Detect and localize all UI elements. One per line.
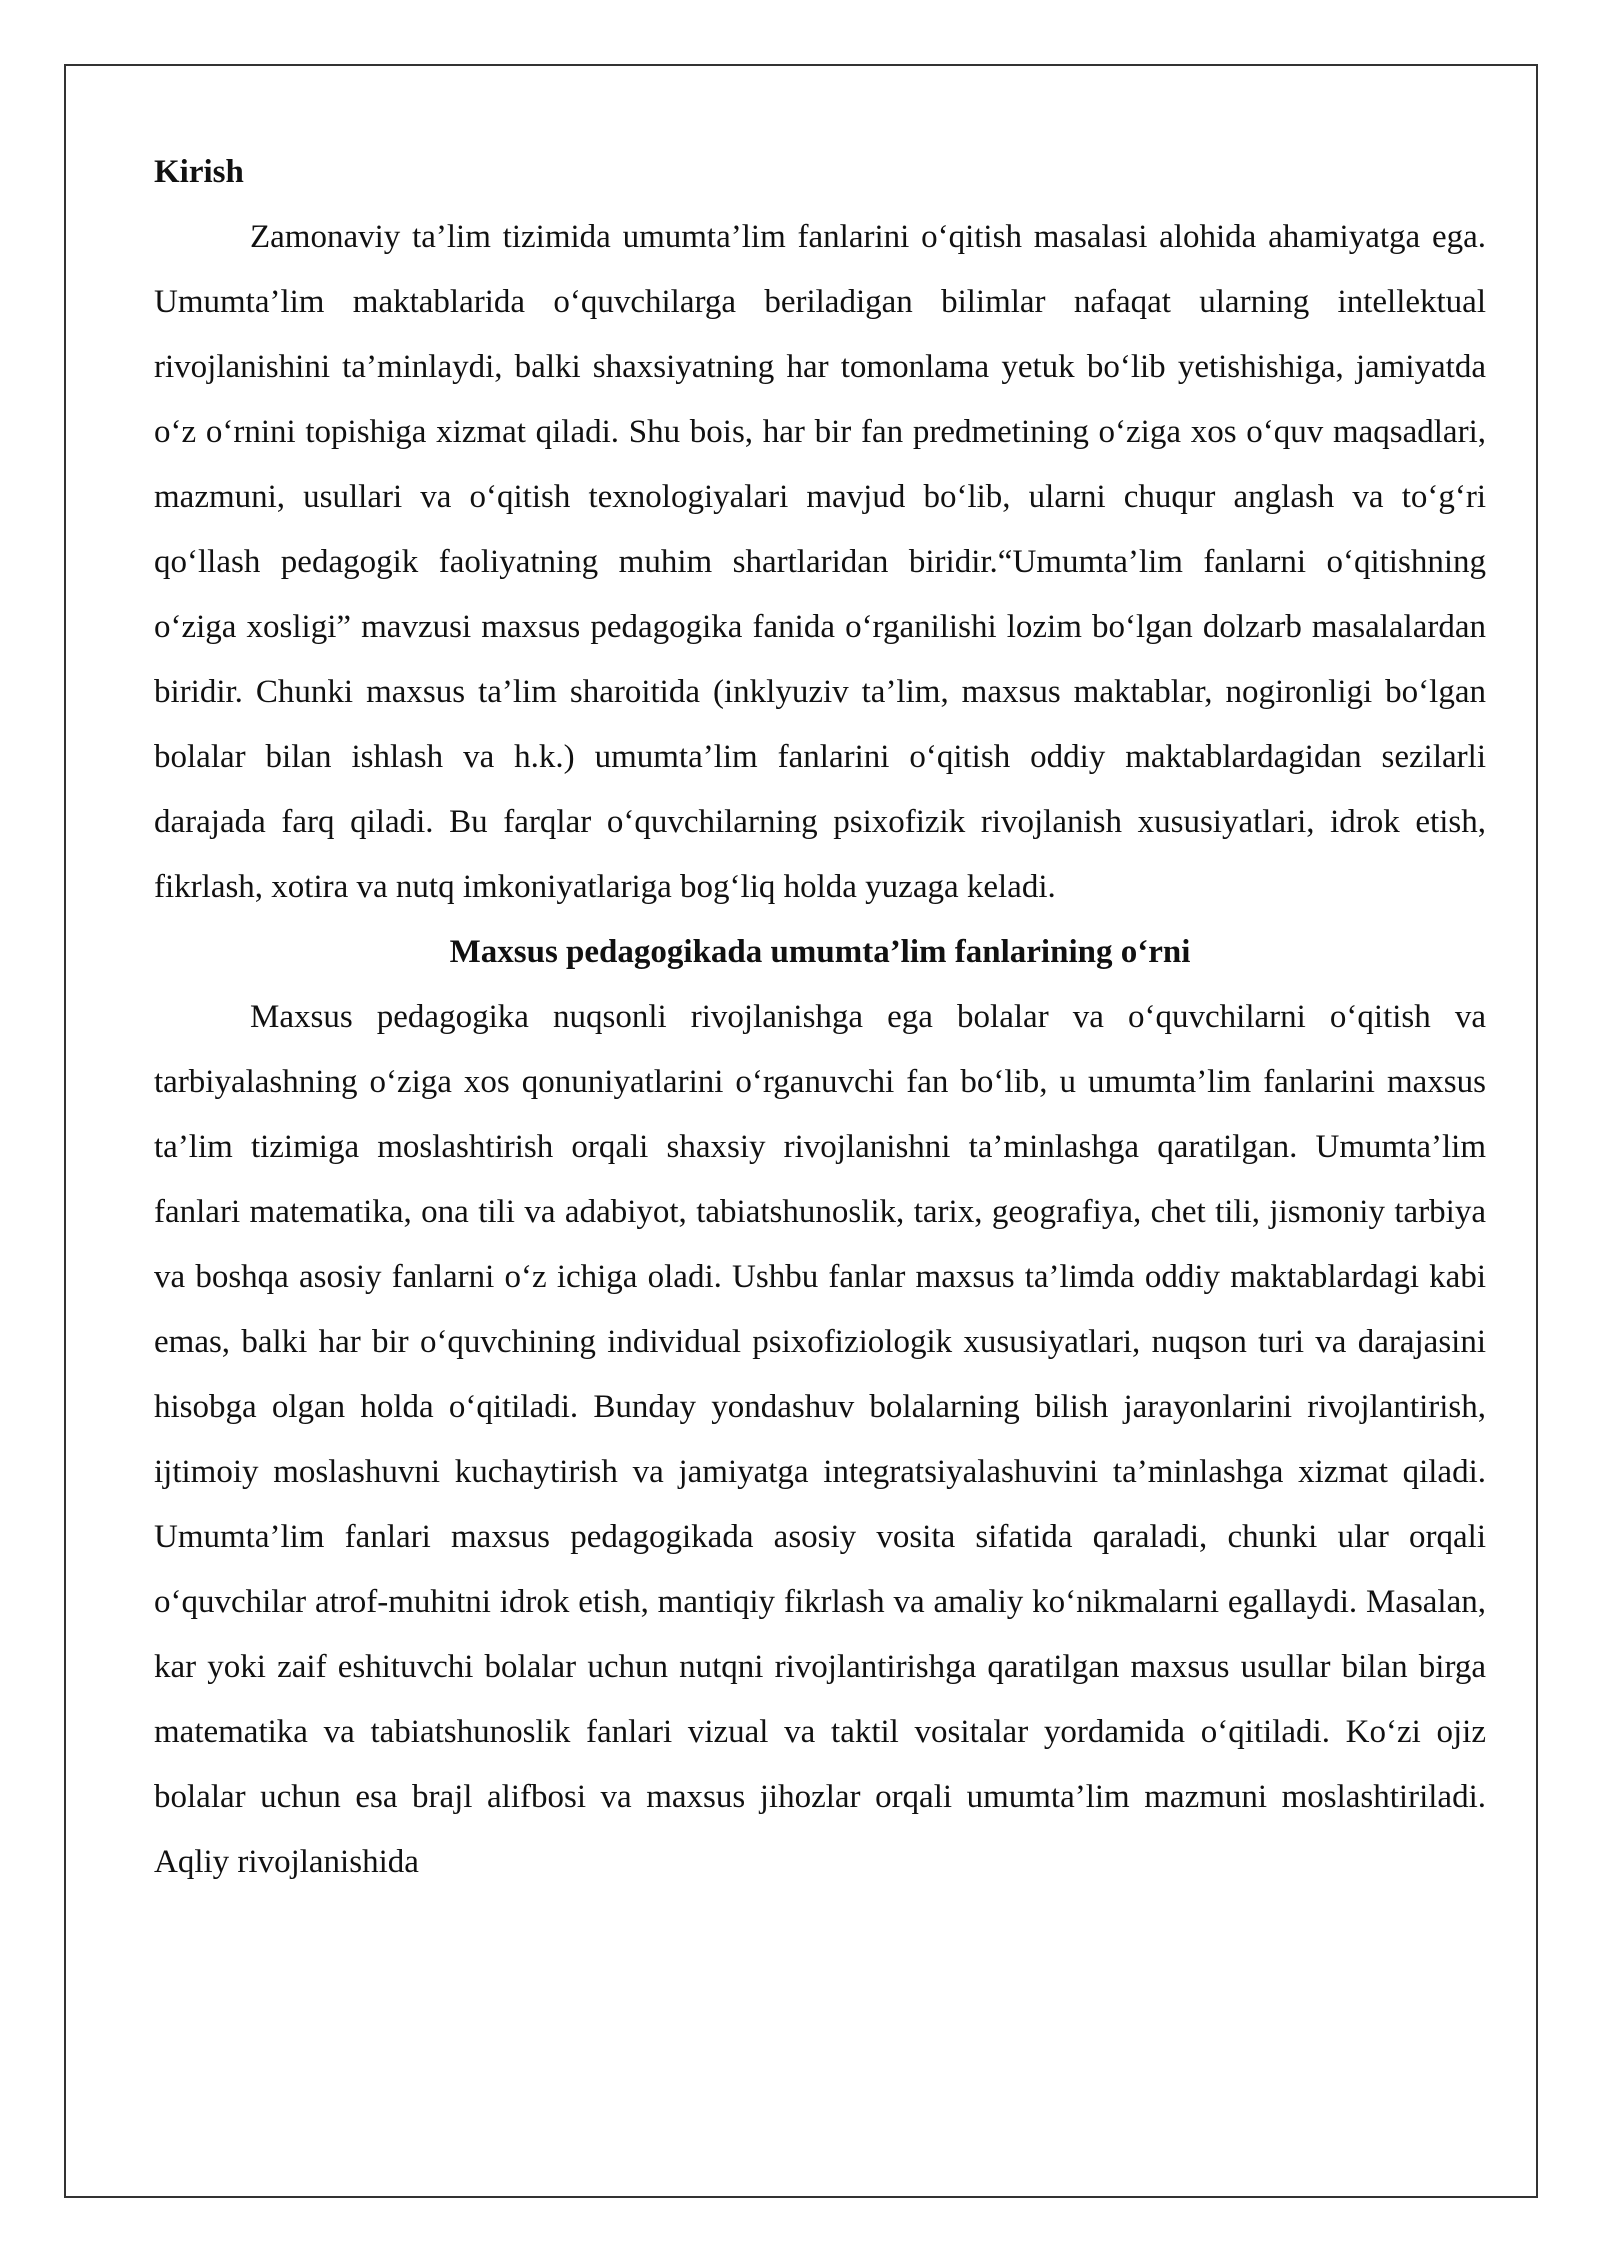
intro-paragraph: Zamonaviy ta’lim tizimida umumta’lim fanlarini o‘qitish masalasi alohida ahamiyatga ega. Umumta’lim maktablarida o‘quvchilarga beriladigan bilimlar nafaqat ularning intellektual rivojlanishini ta’minlaydi, balki shaxsiyatning har tomonlama yetuk bo‘lib yetishishiga, jamiyatda o‘z o‘rnini topishiga xizmat qiladi. Shu bois, har bir fan predmetining o‘ziga xos o‘quv maqsadlari, mazmuni, usullari va o‘qitish texnologiyalari mavjud bo‘lib, ularni chuqur anglash va to‘g‘ri qo‘llash pedagogik faoliyatning muhim shartlaridan biridir.“Umumta’lim fanlarni o‘qitishning o‘ziga xosligi” mavzusi maxsus pedagogika fanida o‘rganilishi lozim bo‘lgan dolzarb masalalardan biridir. Chunki maxsus ta’lim sharoitida (inklyuziv ta’lim, maxsus maktablar, nogironligi bo‘lgan bolalar bilan ishlash va h.k.) umumta’lim fanlarini o‘qitish oddiy maktablardagidan sezilarli darajada farq qiladi. Bu farqlar o‘quvchilarning psixofizik rivojlanish xususiyatlari, idrok etish, fikrlash, xotira va nutq imkoniyatlariga bog‘liq holda yuzaga keladi.	[154, 219, 1486, 905]
document-body	[154, 140, 1486, 1895]
section-paragraph: Maxsus pedagogika nuqsonli rivojlanishga ega bolalar va o‘quvchilarni o‘qitish va tarbiyalashning o‘ziga xos qonuniyatlarini o‘rganuvchi fan bo‘lib, u umumta’lim fanlarini maxsus ta’lim tizimiga moslashtirish orqali shaxsiy rivojlanishni ta’minlashga qaratilgan. Umumta’lim fanlari matematika, ona tili va adabiyot, tabiatshunoslik, tarix, geografiya, chet tili, jismoniy tarbiya va boshqa asosiy fanlarni o‘z ichiga oladi. Ushbu fanlar maxsus ta’limda oddiy maktablardagi kabi emas, balki har bir o‘quvchining individual psixofiziologik xususiyatlari, nuqson turi va darajasini hisobga olgan holda o‘qitiladi. Bunday yondashuv bolalarning bilish jarayonlarini rivojlantirish, ijtimoiy moslashuvni kuchaytirish va jamiyatga integratsiyalashuvini ta’minlashga xizmat qiladi. Umumta’lim fanlari maxsus pedagogikada asosiy vosita sifatida qaraladi, chunki ular orqali o‘quvchilar atrof-muhitni idrok etish, mantiqiy fikrlash va amaliy ko‘nikmalarni egallaydi. Masalan, kar yoki zaif eshituvchi bolalar uchun nutqni rivojlantirishga qaratilgan maxsus usullar bilan birga matematika va tabiatshunoslik fanlari vizual va taktil vositalar yordamida o‘qitiladi. Ko‘zi ojiz bolalar uchun esa brajl alifbosi va maxsus jihozlar orqali umumta’lim mazmuni moslashtiriladi. Aqliy rivojlanishida	[154, 999, 1486, 1880]
section-title: Maxsus pedagogikada umumta’lim fanlarining o‘rni	[449, 934, 1191, 970]
document-heading: Kirish	[154, 154, 244, 190]
